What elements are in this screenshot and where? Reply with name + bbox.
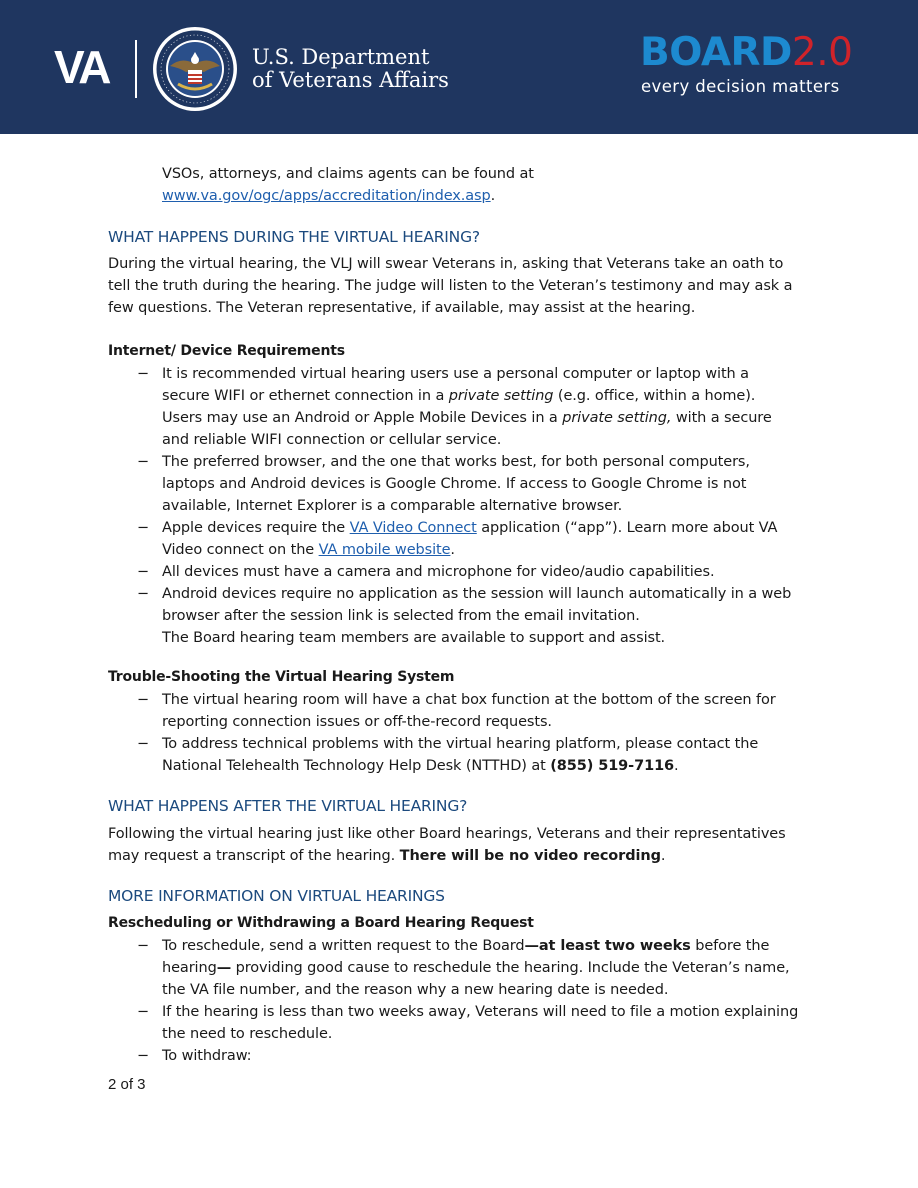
logo-divider (135, 40, 137, 98)
board-logo-word: BOARD (640, 30, 792, 75)
heading-during: WHAT HAPPENS DURING THE VIRTUAL HEARING? (108, 228, 480, 246)
internet-b5-line-3: The Board hearing team members are available to support and assist. (162, 630, 666, 646)
more-b2-line-1: If the hearing is less than two weeks away, Veterans will need to file a motion explaining (162, 1004, 799, 1020)
va-mobile-website-link[interactable]: VA mobile website (318, 542, 451, 558)
bullet-dash: − (137, 564, 150, 580)
va-logo: VA (54, 41, 109, 93)
department-name (252, 46, 449, 92)
trouble-b2-line-2: National Telehealth Technology Help Desk (NTTHD) at (855) 519-7116. (162, 758, 679, 774)
subheading-internet: Internet/ Device Requirements (108, 343, 345, 359)
intro-line-2: www.va.gov/ogc/apps/accreditation/index.asp. (162, 188, 496, 204)
heading-more-info: MORE INFORMATION ON VIRTUAL HEARINGS (108, 887, 445, 905)
bullet-dash: − (137, 454, 150, 470)
bullet-dash: − (137, 692, 150, 708)
internet-b2-line-1: The preferred browser, and the one that works best, for both personal computers, (162, 454, 750, 470)
during-line-2: tell the truth during the hearing. The judge will listen to the Veteran’s testimony and may ask a (108, 278, 793, 294)
bullet-dash: − (137, 520, 150, 536)
more-b1-line-1: To reschedule, send a written request to the Board—at least two weeks before the (162, 938, 770, 954)
trouble-b1-line-1: The virtual hearing room will have a chat box function at the bottom of the screen for (162, 692, 776, 708)
subheading-trouble: Trouble-Shooting the Virtual Hearing System (108, 669, 455, 685)
board-logo-version: 2.0 (791, 30, 853, 75)
page-number: 2 of 3 (108, 1076, 146, 1093)
header-banner (0, 0, 918, 134)
more-b3-line-1: To withdraw: (162, 1048, 252, 1064)
va-video-connect-link[interactable]: VA Video Connect (349, 520, 477, 536)
internet-b4-line-1: All devices must have a camera and microphone for video/audio capabilities. (162, 564, 715, 580)
va-seal-icon (152, 26, 238, 112)
bullet-dash: − (137, 938, 150, 954)
bullet-dash: − (137, 736, 150, 752)
internet-b1-line-2: secure WIFI or ethernet connection in a private setting (e.g. office, within a home). (162, 388, 756, 404)
internet-b3-line-1: Apple devices require the VA Video Connect application (“app”). Learn more about VA (162, 520, 778, 536)
more-b1-line-2: hearing— providing good cause to reschedule the hearing. Include the Veteran’s name, (162, 960, 790, 976)
internet-b2-line-3: available, Internet Explorer is a comparable alternative browser. (162, 498, 623, 514)
internet-b3-line-2: Video connect on the VA mobile website. (162, 542, 455, 558)
board-logo (640, 30, 853, 75)
internet-b2-line-2: laptops and Android devices is Google Chrome. If access to Google Chrome is not (162, 476, 747, 492)
internet-b5-line-1: Android devices require no application as the session will launch automatically in a web (162, 586, 792, 602)
trouble-b2-line-1: To address technical problems with the virtual hearing platform, please contact the (162, 736, 759, 752)
internet-b1-line-4: and reliable WIFI connection or cellular service. (162, 432, 502, 448)
intro-line-1: VSOs, attorneys, and claims agents can be found at (162, 166, 534, 182)
internet-b1-line-1: It is recommended virtual hearing users use a personal computer or laptop with a (162, 366, 749, 382)
accreditation-link[interactable]: www.va.gov/ogc/apps/accreditation/index.asp (162, 188, 491, 204)
more-b1-line-3: the VA file number, and the reason why a new hearing date is needed. (162, 982, 669, 998)
bullet-dash: − (137, 1048, 150, 1064)
after-line-1: Following the virtual hearing just like other Board hearings, Veterans and their representatives (108, 826, 786, 842)
trouble-b1-line-2: reporting connection issues or off-the-record requests. (162, 714, 552, 730)
bullet-dash: − (137, 1004, 150, 1020)
internet-b1-line-3: Users may use an Android or Apple Mobile Devices in a private setting, with a secure (162, 410, 772, 426)
help-desk-phone: (855) 519-7116 (550, 758, 675, 774)
board-tagline: every decision matters (641, 77, 840, 96)
internet-b5-line-2: browser after the session link is selected from the email invitation. (162, 608, 640, 624)
bullet-dash: − (137, 586, 150, 602)
after-line-2: may request a transcript of the hearing. There will be no video recording. (108, 848, 666, 864)
department-line-1: U.S. Department (252, 45, 430, 69)
subheading-rescheduling: Rescheduling or Withdrawing a Board Hearing Request (108, 915, 534, 931)
department-line-2: of Veterans Affairs (252, 68, 449, 92)
more-b2-line-2: the need to reschedule. (162, 1026, 333, 1042)
bullet-dash: − (137, 366, 150, 382)
during-line-3: few questions. The Veteran representative, if available, may assist at the hearing. (108, 300, 696, 316)
during-line-1: During the virtual hearing, the VLJ will swear Veterans in, asking that Veterans take an oath to (108, 256, 784, 272)
heading-after: WHAT HAPPENS AFTER THE VIRTUAL HEARING? (108, 797, 468, 815)
